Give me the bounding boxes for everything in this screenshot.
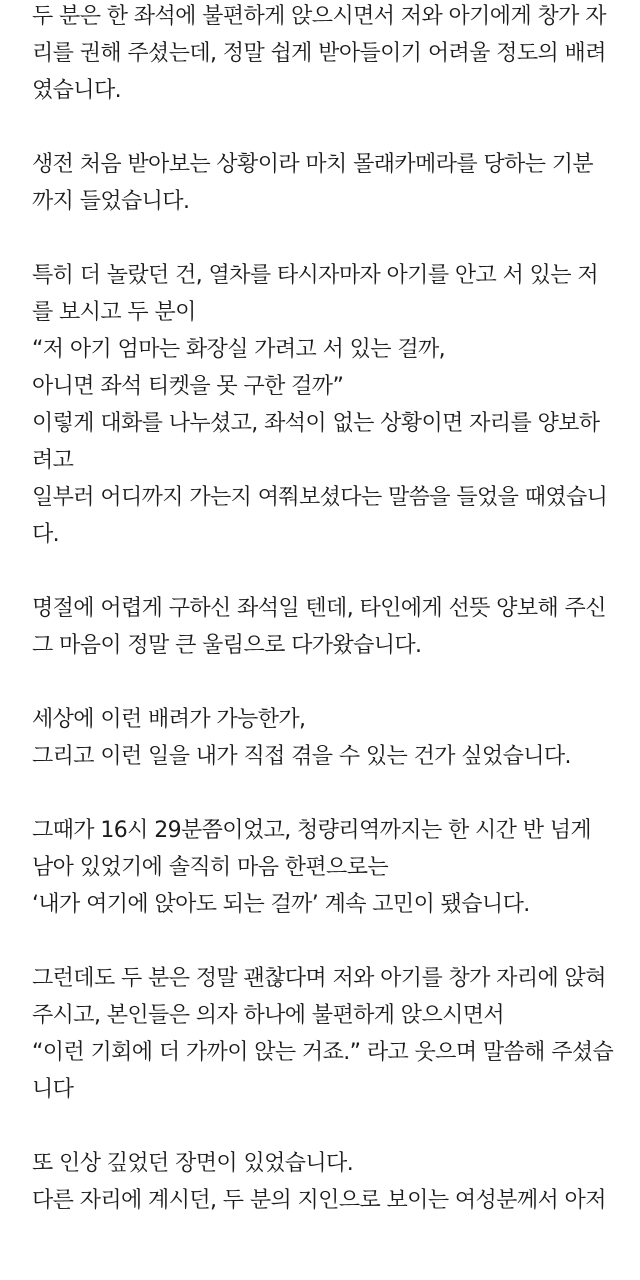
text-line: 일부러 어디까지 가는지 여쭤보셨다는 말씀을 들었을 때였습니 — [32, 485, 608, 510]
text-line: 주시고, 본인들은 의자 하나에 불편하게 앉으시면서 — [32, 1003, 505, 1028]
text-line: 그리고 이런 일을 내가 직접 겪을 수 있는 건가 싶었습니다. — [32, 744, 571, 769]
text-line: 다른 자리에 계시던, 두 분의 지인으로 보이는 여성분께서 아저 — [32, 1188, 606, 1213]
text-line: 려고 — [32, 448, 74, 473]
text-line: 남아 있었기에 솔직히 마음 한편으로는 — [32, 855, 389, 880]
paragraph-8 — [32, 1145, 604, 1219]
text-line: 두 분은 한 좌석에 불편하게 앉으시면서 저와 아기에게 창가 자 — [32, 4, 606, 29]
paragraph-1 — [32, 0, 604, 109]
paragraph-6 — [32, 812, 604, 923]
text-line: 그 마음이 정말 큰 울림으로 다가왔습니다. — [32, 633, 422, 658]
text-line: 그때가 16시 29분쯤이었고, 청량리역까지는 한 시간 반 넘게 — [32, 818, 592, 843]
text-line: 그런데도 두 분은 정말 괜찮다며 저와 아기를 창가 자리에 앉혀 — [32, 966, 606, 991]
text-line: 다. — [32, 522, 60, 547]
text-line: 였습니다. — [32, 78, 122, 103]
text-line: 까지 들었습니다. — [32, 189, 190, 214]
text-line: 명절에 어렵게 구하신 좌석일 텐데, 타인에게 선뜻 양보해 주신 — [32, 596, 606, 621]
paragraph-7 — [32, 960, 614, 1108]
paragraph-2 — [32, 146, 604, 220]
text-line: 특히 더 놀랐던 건, 열차를 타시자마자 아기를 안고 서 있는 저 — [32, 263, 598, 288]
quote-line: ‘내가 여기에 앉아도 되는 걸까’ 계속 고민이 됐습니다. — [32, 892, 530, 917]
text-line: 를 보시고 두 분이 — [32, 300, 196, 325]
quote-line: 아니면 좌석 티켓을 못 구한 걸까” — [32, 374, 344, 399]
text-line: 니다 — [32, 1077, 74, 1102]
paragraph-4 — [32, 590, 604, 664]
text-line: 리를 권해 주셨는데, 정말 쉽게 받아들이기 어려울 정도의 배려 — [32, 41, 606, 66]
paragraph-5 — [32, 701, 604, 775]
text-line: 세상에 이런 배려가 가능한가, — [32, 707, 306, 732]
text-line: 이렇게 대화를 나누셨고, 좌석이 없는 상황이면 자리를 양보하 — [32, 411, 600, 436]
text-line: 또 인상 깊었던 장면이 있었습니다. — [32, 1151, 354, 1176]
quote-line: “이런 기회에 더 가까이 앉는 거죠.” 라고 웃으며 말씀해 주셨습 — [32, 1040, 614, 1065]
text-line: 생전 처음 받아보는 상황이라 마치 몰래카메라를 당하는 기분 — [32, 152, 594, 177]
quote-line: “저 아기 엄마는 화장실 가려고 서 있는 걸까, — [32, 337, 446, 362]
paragraph-3 — [32, 257, 608, 553]
